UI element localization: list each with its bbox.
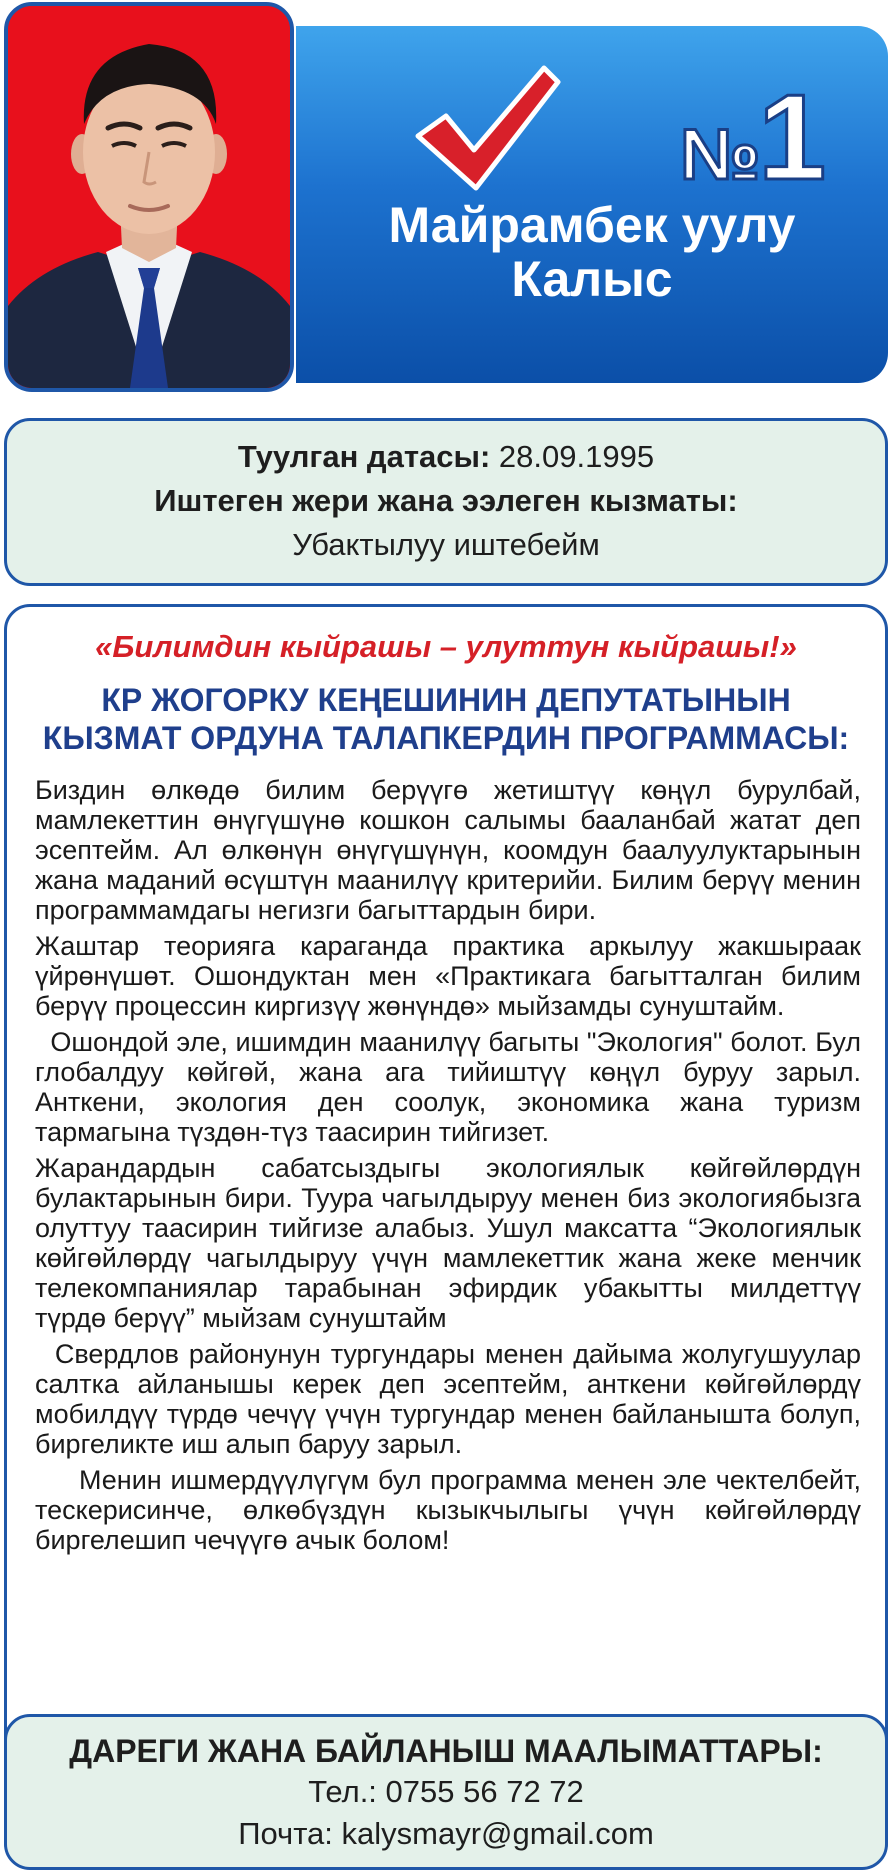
program-paragraph: Менин ишмердүүлүгүм бул программа менен эле чектелбейт, тескерисинче, өлкөбүздүн кызыкчылыгы үчүн көйгөйлөрдү биргелешип чечүүгө ачык болом! bbox=[35, 1465, 869, 1555]
work-value: Убактылуу иштебейм bbox=[292, 527, 600, 562]
program-title-line2: КЫЗМАТ ОРДУНА ТАЛАПКЕРДИН ПРОГРАММАСЫ: bbox=[42, 720, 850, 756]
contact-phone: Тел.: 0755 56 72 72 bbox=[308, 1774, 584, 1809]
checkmark-icon bbox=[412, 64, 562, 194]
ballot-number bbox=[680, 69, 825, 205]
personal-info-box bbox=[4, 418, 888, 586]
slogan: «Билимдин кыйрашы – улуттун кыйрашы!» bbox=[95, 629, 797, 664]
candidate-photo bbox=[4, 2, 294, 392]
birth-date-line bbox=[7, 435, 885, 479]
contact-box bbox=[4, 1714, 888, 1870]
ballot-badge bbox=[412, 58, 825, 208]
program-paragraph: Жаштар теорияга караганда практика аркылуу жакшыраак үйрөнүшөт. Ошондуктан мен «Практикага багытталган билим берүү процессин киргизүү жөнүндө» мыйзамды сунуштайм. bbox=[35, 931, 861, 1021]
number-value: 1 bbox=[758, 69, 825, 205]
program-paragraph: Свердлов районунун тургундары менен дайыма жолугушуулар салтка айланышы керек деп эсептейм, анткени көйгөйлөрдү мобилдүү түрдө чечүү үчүн тургундар менен байланышта болуп, биргеликте иш алып баруу зарыл. bbox=[35, 1339, 869, 1459]
candidate-name-line2: Калыс bbox=[511, 251, 673, 307]
candidate-name-line1: Майрамбек уулу bbox=[388, 197, 796, 253]
program-title-line1: КР ЖОГОРКУ КЕҢЕШИНИН ДЕПУТАТЫНЫН bbox=[101, 682, 791, 718]
number-prefix: № bbox=[680, 115, 759, 195]
program-box bbox=[4, 604, 888, 1868]
work-label: Иштеген жери жана ээлеген кызматы: bbox=[154, 483, 738, 518]
contact-email: Почта: kalysmayr@gmail.com bbox=[238, 1816, 654, 1851]
contact-title: ДАРЕГИ ЖАНА БАЙЛАНЫШ МААЛЫМАТТАРЫ: bbox=[69, 1733, 823, 1769]
program-body bbox=[35, 775, 869, 1561]
program-paragraph: Биздин өлкөдө билим берүүгө жетиштүү көңүл бурулбай, мамлекеттин өнүгүшүнө кошкон салымы бааланбай жатат деп эсептейм. Ал өлкөнүн өнүгүшүнүн, коомдун баалуулуктарынын жана маданий өсүштүн маанилүү критерийи. Билим берүү менин программамдагы негизги багыттардын бири. bbox=[35, 775, 861, 925]
candidate-name bbox=[296, 198, 888, 306]
program-paragraph: Жарандардын сабатсыздыгы экологиялык көйгөйлөрдүн булактарынын бири. Туура чагылдыруу менен биз экологиябызга олуттуу таасирин тийгизе алабыз. Ушул максатта “Экологиялык көйгөйлөрдү чагылдыруу үчүн мамлекеттик жана жеке менчик телекомпаниялар тарабынан эфирдик убакытты милдеттүү түрдө берүү” мыйзам сунуштайм bbox=[35, 1153, 861, 1333]
birth-date-label: Туулган датасы: bbox=[237, 439, 491, 474]
name-panel bbox=[296, 26, 888, 383]
birth-date-value: 28.09.1995 bbox=[498, 439, 655, 474]
program-title bbox=[7, 681, 885, 757]
program-paragraph: Ошондой эле, ишимдин маанилүү багыты "Экология" болот. Бул глобалдуу көйгөй, жана ага тийиштүү көңүл буруу зарыл. Анткени, экология ден соолук, экономика жана туризм тармагына түздөн-түз таасирин тийгизет. bbox=[35, 1027, 869, 1147]
